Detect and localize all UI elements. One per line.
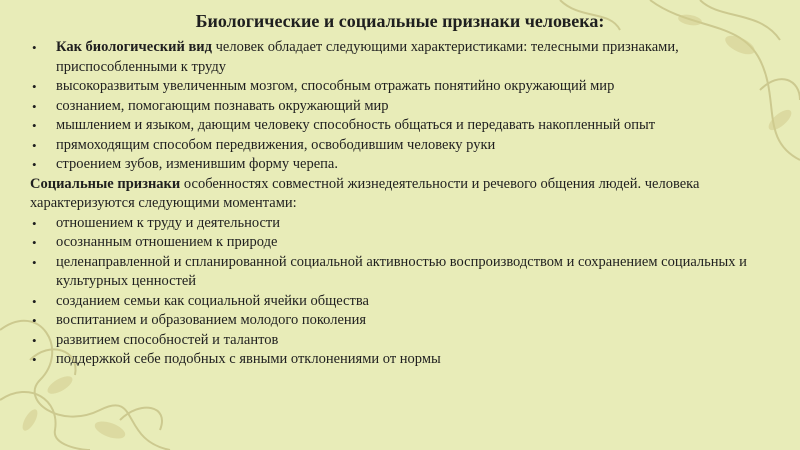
- list-item: • осознанным отношением к природе: [30, 233, 770, 253]
- bullet: •: [32, 118, 37, 133]
- list-item: • целенаправленной и спланированной социальной активностью воспроизводством и сохранением социальных и культурных ценностей: [32, 253, 747, 289]
- bullet: •: [32, 254, 37, 270]
- bullet: •: [32, 98, 37, 114]
- bullet: •: [32, 157, 37, 172]
- list-item: • созданием семьи как социальной ячейки общества: [30, 292, 770, 312]
- bullet: •: [32, 79, 37, 94]
- bullet: •: [32, 40, 37, 55]
- list-item: • поддержкой себе подобных с явными отклонениями от нормы: [30, 350, 770, 370]
- bullet: •: [32, 293, 37, 309]
- list-item: • высокоразвитым увеличенным мозгом, способным отражать понятийно окружающий мир: [30, 77, 770, 97]
- list-item: • сознанием, помогающим познавать окружающий мир: [30, 97, 770, 117]
- bullet: •: [32, 332, 37, 348]
- list-item: • воспитанием и образованием молодого поколения: [30, 311, 770, 331]
- slide-content: [30, 10, 770, 370]
- bullet: •: [32, 137, 37, 153]
- list-item: • развитием способностей и талантов: [30, 331, 770, 351]
- bullet: •: [32, 313, 37, 328]
- list-item: • отношением к труду и деятельности: [30, 214, 770, 234]
- list-item: • строением зубов, изменившим форму черепа.: [30, 155, 770, 175]
- list-item: • мышлением и языком, дающим человеку способность общаться и передавать накопленный опыт: [30, 116, 770, 136]
- bullet: •: [32, 352, 37, 367]
- biological-traits-list: [30, 38, 770, 175]
- slide-title: Биологические и социальные признаки человека:: [195, 11, 605, 31]
- bullet: •: [32, 215, 37, 231]
- list-item: • Как биологический вид человек обладает следующими характеристиками: телесными признаками, приспособленными к труду: [32, 39, 679, 75]
- bullet: •: [32, 235, 37, 250]
- social-traits-list: [30, 214, 770, 370]
- social-intro-paragraph: Социальные признаки особенностях совместной жизнедеятельности и речевого общения людей. человека характеризуются следующими моментами:: [30, 175, 700, 211]
- list-item: • прямоходящим способом передвижения, освободившим человеку руки: [30, 136, 770, 156]
